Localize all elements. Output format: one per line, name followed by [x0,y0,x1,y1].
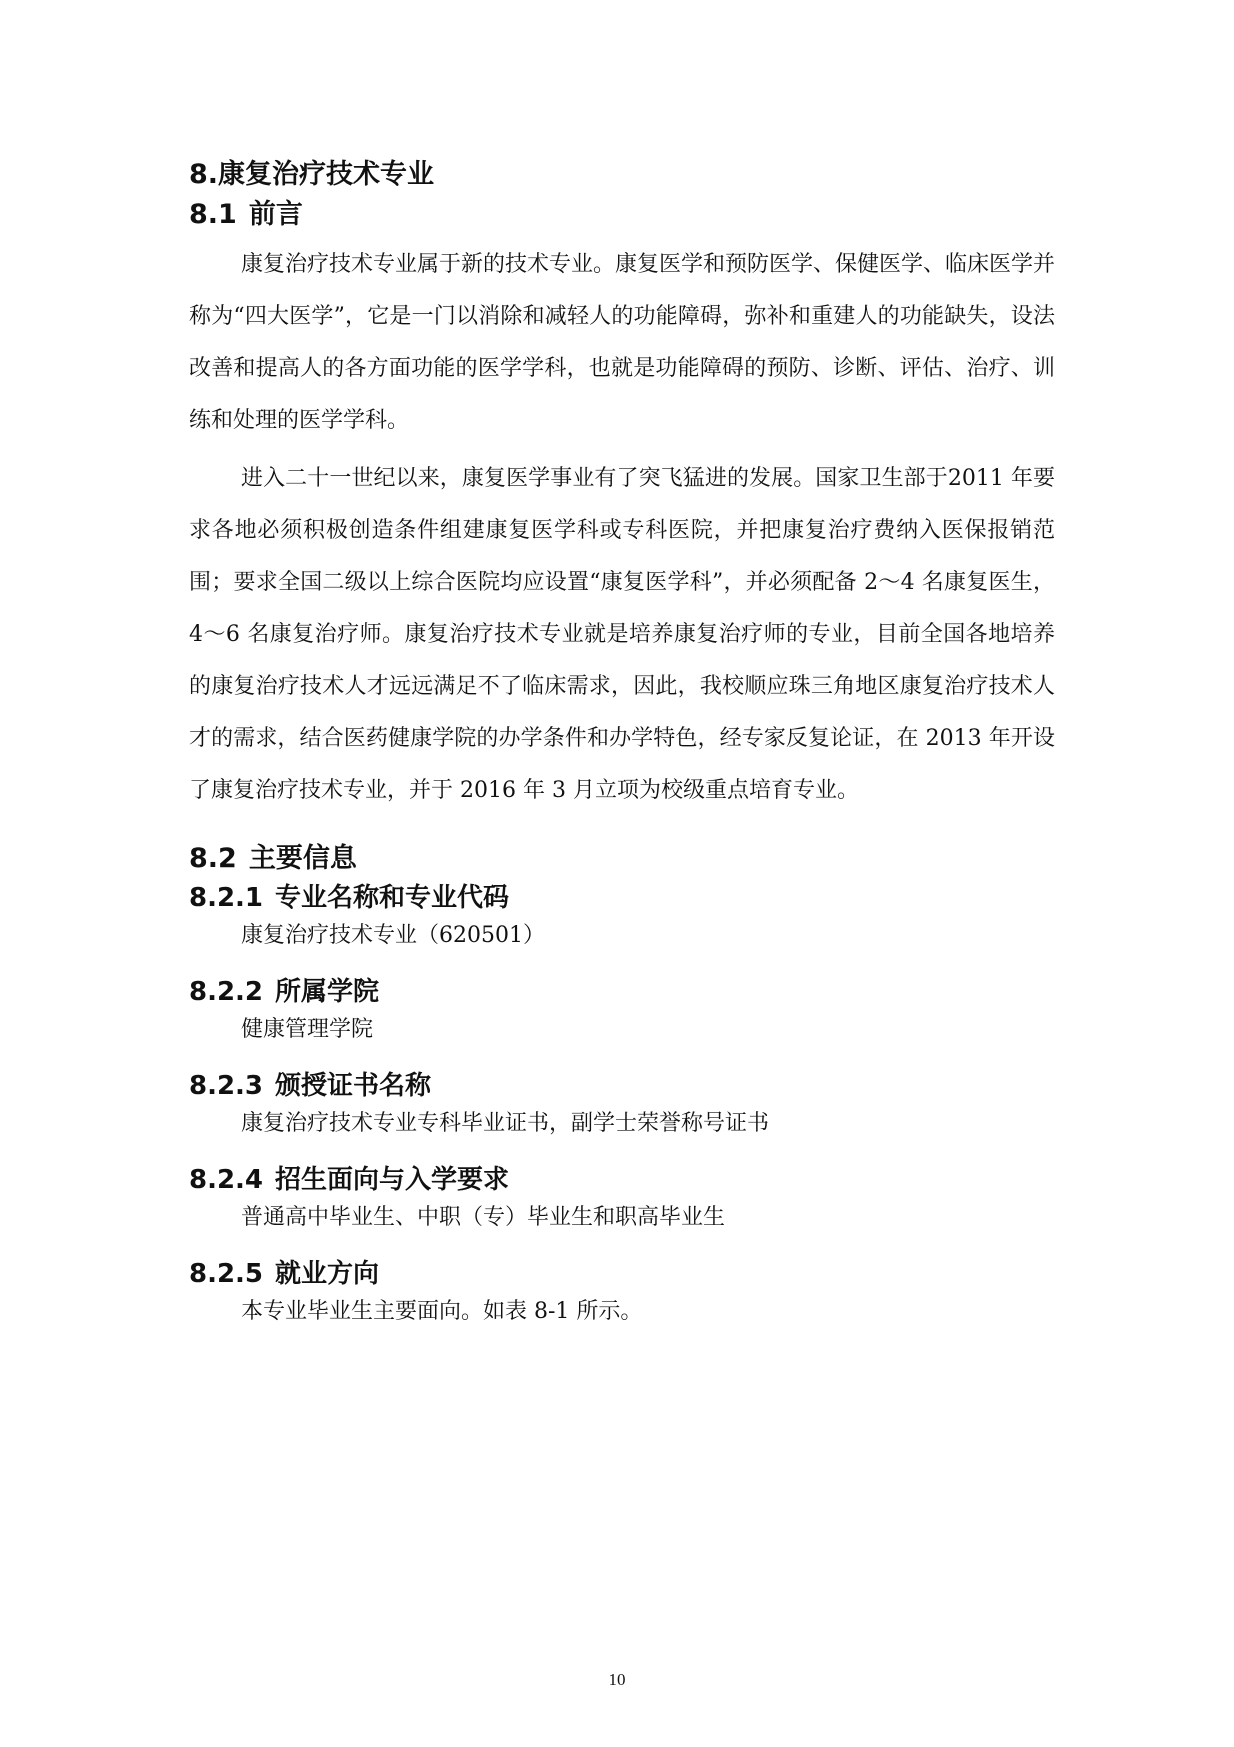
subsection-major-name [189,879,1055,955]
preface-body [189,239,1055,817]
subsection-heading [189,879,1055,917]
main-info-title: 主要信息 [248,843,357,874]
preface-number: 8.1 [189,199,237,230]
subsection-heading [189,1161,1055,1199]
subsection-heading [189,1067,1055,1105]
page-number: 10 [608,1670,626,1689]
subsection-title: 就业方向 [275,1259,380,1289]
subsection-title: 颁授证书名称 [275,1071,432,1101]
preface-paragraph-1: 康复治疗技术专业属于新的技术专业。康复医学和预防医学、保健医学、临床医学并称为“四大医学”，它是一门以消除和减轻人的功能障碍，弥补和重建人的功能缺失，设法改善和提高人的各方面功能的医学学科，也就是功能障碍的预防、诊断、评估、治疗、训练和处理的医学学科。 [189,252,1056,433]
subsection-number: 8.2.1 [189,883,264,913]
subsection-employment [189,1255,1055,1331]
subsection-certificate [189,1067,1055,1143]
subsection-body: 康复治疗技术专业（620501） [241,923,545,948]
subsection-number: 8.2.5 [189,1259,264,1289]
subsection-title: 所属学院 [275,977,380,1007]
subsection-number: 8.2.3 [189,1071,264,1101]
preface-title: 前言 [248,199,303,230]
subsection-title: 专业名称和专业代码 [275,883,510,913]
subsection-number: 8.2.2 [189,977,264,1007]
subsection-college [189,973,1055,1049]
subsection-number: 8.2.4 [189,1165,264,1195]
subsection-body: 康复治疗技术专业专科毕业证书，副学士荣誉称号证书 [241,1111,770,1136]
subsection-title: 招生面向与入学要求 [275,1165,510,1195]
section-title: 8.康复治疗技术专业 [189,159,435,190]
main-info-number: 8.2 [189,843,237,874]
subsection-heading [189,1255,1055,1293]
subsection-enrollment [189,1161,1055,1237]
subsection-heading [189,973,1055,1011]
main-info-heading [189,839,1055,879]
preface-paragraph-2: 进入二十一世纪以来，康复医学事业有了突飞猛进的发展。国家卫生部于2011 年要求各地必须积极创造条件组建康复医学科或专科医院，并把康复治疗费纳入医保报销范围；要求全国二级以上综合医院均应设置“康复医学科”，并必须配备 2～4 名康复医生，4～6 名康复治疗师。康复治疗技术专业就是培养康复治疗师的专业，目前全国各地培养的康复治疗技术人才远远满足不了临床需求，因此，我校顺应珠三角地区康复治疗技术人才的需求，结合医药健康学院的办学条件和办学特色，经专家反复论证，在 2013 年开设了康复治疗技术专业，并于 2016 年 3 月立项为校级重点培育专业。 [189,466,1055,803]
subsection-body: 普通高中毕业生、中职（专）毕业生和职高毕业生 [241,1205,726,1230]
subsection-body: 健康管理学院 [241,1017,374,1042]
page-content [189,155,1055,1331]
subsection-body: 本专业毕业生主要面向。如表 8-1 所示。 [241,1299,643,1324]
preface-heading [189,195,1055,235]
